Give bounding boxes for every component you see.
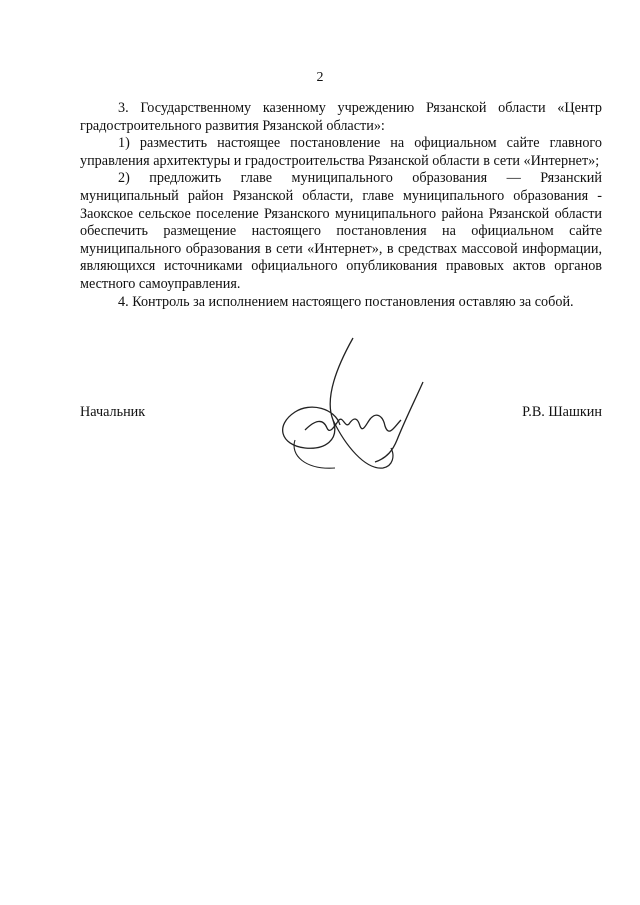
- page-number: 2: [316, 70, 324, 85]
- paragraph-subitem-1: 1) разместить настоящее постановление на официальном сайте главного управления архитектуры и градостроительства Рязанской области в сети «Интернет»;: [80, 135, 602, 169]
- paragraph-item-4: 4. Контроль за исполнением настоящего постановления оставляю за собой.: [118, 293, 574, 310]
- paragraph-subitem-2: 2) предложить главе муниципального образования — Рязанский муниципальный район Рязанской области, главе муниципального образования - Заокское сельское поселение Рязанского муниципального района Рязанской области обеспечить размещение настоящего постановления на официальном сайте муниципального образования в сети «Интернет», в средствах массовой информации, являющихся источниками официального опубликования правовых актов органов местного самоуправления.: [80, 170, 602, 292]
- handwritten-signature: [265, 330, 445, 480]
- paragraph-item-3: 3. Государственному казенному учреждению Рязанской области «Центр градостроительного развития Рязанской области»:: [80, 100, 602, 134]
- signatory-title: Начальник: [80, 404, 146, 420]
- signatory-name: Р.В. Шашкин: [522, 404, 602, 420]
- document-body: [80, 100, 602, 311]
